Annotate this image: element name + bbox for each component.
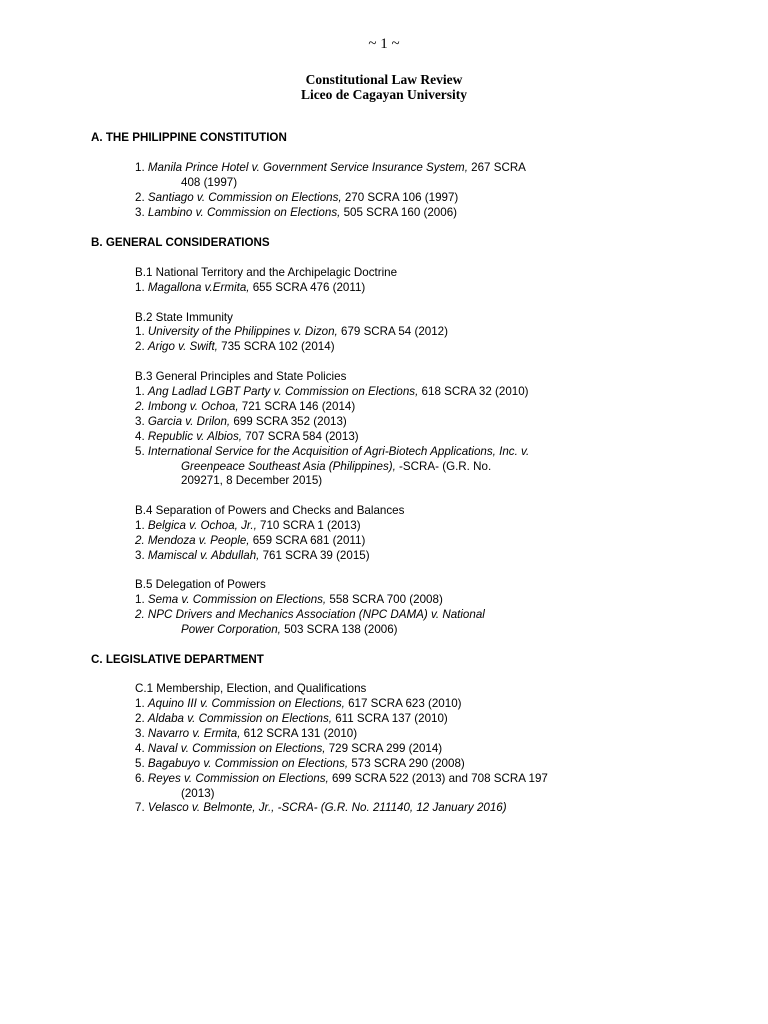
subsection-b1-title: B.1 National Territory and the Archipelagic Doctrine bbox=[135, 266, 398, 279]
subsection-b2-title: B.2 State Immunity bbox=[135, 311, 233, 324]
case-entry bbox=[135, 444, 529, 459]
case-entry bbox=[135, 548, 370, 563]
entry-number: 2. bbox=[135, 712, 148, 725]
case-entry bbox=[135, 756, 465, 771]
section-c-heading: C. LEGISLATIVE DEPARTMENT bbox=[91, 653, 264, 666]
case-name: Lambino v. Commission on Elections, bbox=[147, 206, 341, 219]
subsection-b4-title: B.4 Separation of Powers and Checks and Balances bbox=[135, 504, 405, 517]
case-citation: 707 SCRA 584 (2013) bbox=[241, 430, 359, 443]
case-entry-continuation: 408 (1997) bbox=[181, 176, 238, 189]
case-entry bbox=[135, 429, 359, 444]
case-entry-continuation bbox=[181, 459, 491, 474]
case-entry bbox=[135, 607, 485, 622]
subsection-b3-title: B.3 General Principles and State Policies bbox=[135, 370, 347, 383]
entry-number: 2. bbox=[135, 400, 148, 413]
case-citation: 618 SCRA 32 (2010) bbox=[418, 385, 529, 398]
subsection-c1-title: C.1 Membership, Election, and Qualifications bbox=[135, 682, 367, 695]
case-citation: 270 SCRA 106 (1997) bbox=[341, 191, 459, 204]
entry-number: 3. bbox=[135, 549, 148, 562]
entry-number: 4. bbox=[135, 742, 148, 755]
case-name: Ang Ladlad LGBT Party v. Commission on Elections, bbox=[147, 385, 419, 398]
case-name: Magallona v.Ermita, bbox=[147, 281, 250, 294]
case-entry bbox=[135, 399, 355, 414]
case-name: Bagabuyo v. Commission on Elections, bbox=[147, 757, 349, 770]
case-name: Aldaba v. Commission on Elections, bbox=[147, 712, 332, 725]
case-citation: 721 SCRA 146 (2014) bbox=[238, 400, 356, 413]
entry-number: 4. bbox=[135, 430, 148, 443]
case-name: Mamiscal v. Abdullah, bbox=[147, 549, 260, 562]
entry-number: 6. bbox=[135, 772, 148, 785]
case-citation: 679 SCRA 54 (2012) bbox=[337, 325, 448, 338]
case-entry bbox=[135, 414, 347, 429]
case-name: International Service for the Acquisition of Agri-Biotech Applications, Inc. v. bbox=[147, 445, 530, 458]
case-citation: 617 SCRA 623 (2010) bbox=[344, 697, 462, 710]
case-entry bbox=[135, 324, 448, 339]
case-citation: 611 SCRA 137 (2010) bbox=[331, 712, 448, 725]
case-citation: 558 SCRA 700 (2008) bbox=[326, 593, 443, 606]
case-citation: 659 SCRA 681 (2011) bbox=[249, 534, 366, 547]
case-entry bbox=[135, 726, 357, 741]
case-entry bbox=[135, 205, 457, 220]
entry-number: 3. bbox=[135, 206, 148, 219]
entry-number: 1. bbox=[135, 385, 148, 398]
entry-number: 5. bbox=[135, 757, 148, 770]
case-entry bbox=[135, 771, 548, 786]
page-number: ~ 1 ~ bbox=[368, 36, 400, 52]
case-name: Mendoza v. People, bbox=[147, 534, 250, 547]
case-entry bbox=[135, 533, 365, 548]
entry-number: 1. bbox=[135, 325, 148, 338]
case-entry bbox=[135, 190, 458, 205]
case-name: NPC Drivers and Mechanics Association (NPC DAMA) v. National bbox=[147, 608, 485, 621]
case-name: Aquino III v. Commission on Elections, bbox=[147, 697, 345, 710]
entry-number: 2. bbox=[135, 608, 148, 621]
document-title bbox=[0, 72, 768, 102]
entry-number: 1. bbox=[135, 593, 148, 606]
entry-number: 1. bbox=[135, 519, 148, 532]
case-name: Velasco v. Belmonte, Jr., -SCRA- (G.R. No. 211140, 12 January 2016) bbox=[147, 801, 507, 814]
case-entry bbox=[135, 592, 443, 607]
case-citation: -SCRA- (G.R. No. bbox=[395, 460, 492, 473]
case-name: University of the Philippines v. Dizon, bbox=[147, 325, 338, 338]
case-citation: 735 SCRA 102 (2014) bbox=[217, 340, 335, 353]
case-name: Greenpeace Southeast Asia (Philippines), bbox=[181, 460, 396, 473]
entry-number: 7. bbox=[135, 801, 148, 814]
case-entry bbox=[135, 280, 365, 295]
case-citation: 267 SCRA bbox=[467, 161, 526, 174]
case-entry-continuation: (2013) bbox=[181, 787, 215, 800]
case-name: Reyes v. Commission on Elections, bbox=[147, 772, 329, 785]
entry-number: 5. bbox=[135, 445, 148, 458]
case-name: Arigo v. Swift, bbox=[147, 340, 218, 353]
case-entry bbox=[135, 696, 462, 711]
case-name: Power Corporation, bbox=[181, 623, 281, 636]
case-entry bbox=[135, 518, 361, 533]
case-entry bbox=[135, 160, 526, 175]
entry-number: 1. bbox=[135, 697, 148, 710]
entry-number: 1. bbox=[135, 281, 148, 294]
case-citation: 761 SCRA 39 (2015) bbox=[259, 549, 370, 562]
entry-number: 3. bbox=[135, 415, 148, 428]
case-name: Garcia v. Drilon, bbox=[147, 415, 231, 428]
case-citation: 699 SCRA 352 (2013) bbox=[230, 415, 347, 428]
case-entry bbox=[135, 741, 442, 756]
title-line-course: Constitutional Law Review bbox=[305, 72, 463, 87]
entry-number: 1. bbox=[135, 161, 148, 174]
entry-number: 3. bbox=[135, 727, 148, 740]
case-entry bbox=[135, 800, 507, 815]
case-name: Navarro v. Ermita, bbox=[147, 727, 241, 740]
case-name: Republic v. Albios, bbox=[147, 430, 242, 443]
entry-number: 2. bbox=[135, 534, 148, 547]
case-name: Manila Prince Hotel v. Government Service Insurance System, bbox=[147, 161, 468, 174]
case-entry-continuation: 209271, 8 December 2015) bbox=[181, 474, 323, 487]
section-a-heading: A. THE PHILIPPINE CONSTITUTION bbox=[91, 131, 287, 144]
entry-number: 2. bbox=[135, 340, 148, 353]
case-citation: 710 SCRA 1 (2013) bbox=[256, 519, 361, 532]
case-name: Imbong v. Ochoa, bbox=[147, 400, 239, 413]
case-citation: 655 SCRA 476 (2011) bbox=[249, 281, 366, 294]
case-name: Sema v. Commission on Elections, bbox=[147, 593, 327, 606]
case-entry bbox=[135, 339, 335, 354]
case-citation: 729 SCRA 299 (2014) bbox=[325, 742, 443, 755]
case-entry bbox=[135, 384, 529, 399]
case-name: Naval v. Commission on Elections, bbox=[147, 742, 326, 755]
case-citation: 573 SCRA 290 (2008) bbox=[348, 757, 465, 770]
case-citation: 612 SCRA 131 (2010) bbox=[240, 727, 358, 740]
case-entry bbox=[135, 711, 448, 726]
title-line-school: Liceo de Cagayan University bbox=[300, 87, 468, 102]
case-citation: 503 SCRA 138 (2006) bbox=[280, 623, 398, 636]
case-entry-continuation bbox=[181, 622, 398, 637]
case-name: Santiago v. Commission on Elections, bbox=[147, 191, 342, 204]
entry-number: 2. bbox=[135, 191, 148, 204]
case-name: Belgica v. Ochoa, Jr., bbox=[147, 519, 257, 532]
case-citation: 505 SCRA 160 (2006) bbox=[340, 206, 457, 219]
case-citation: 699 SCRA 522 (2013) and 708 SCRA 197 bbox=[328, 772, 548, 785]
section-b-heading: B. GENERAL CONSIDERATIONS bbox=[91, 236, 270, 249]
subsection-b5-title: B.5 Delegation of Powers bbox=[135, 578, 266, 591]
